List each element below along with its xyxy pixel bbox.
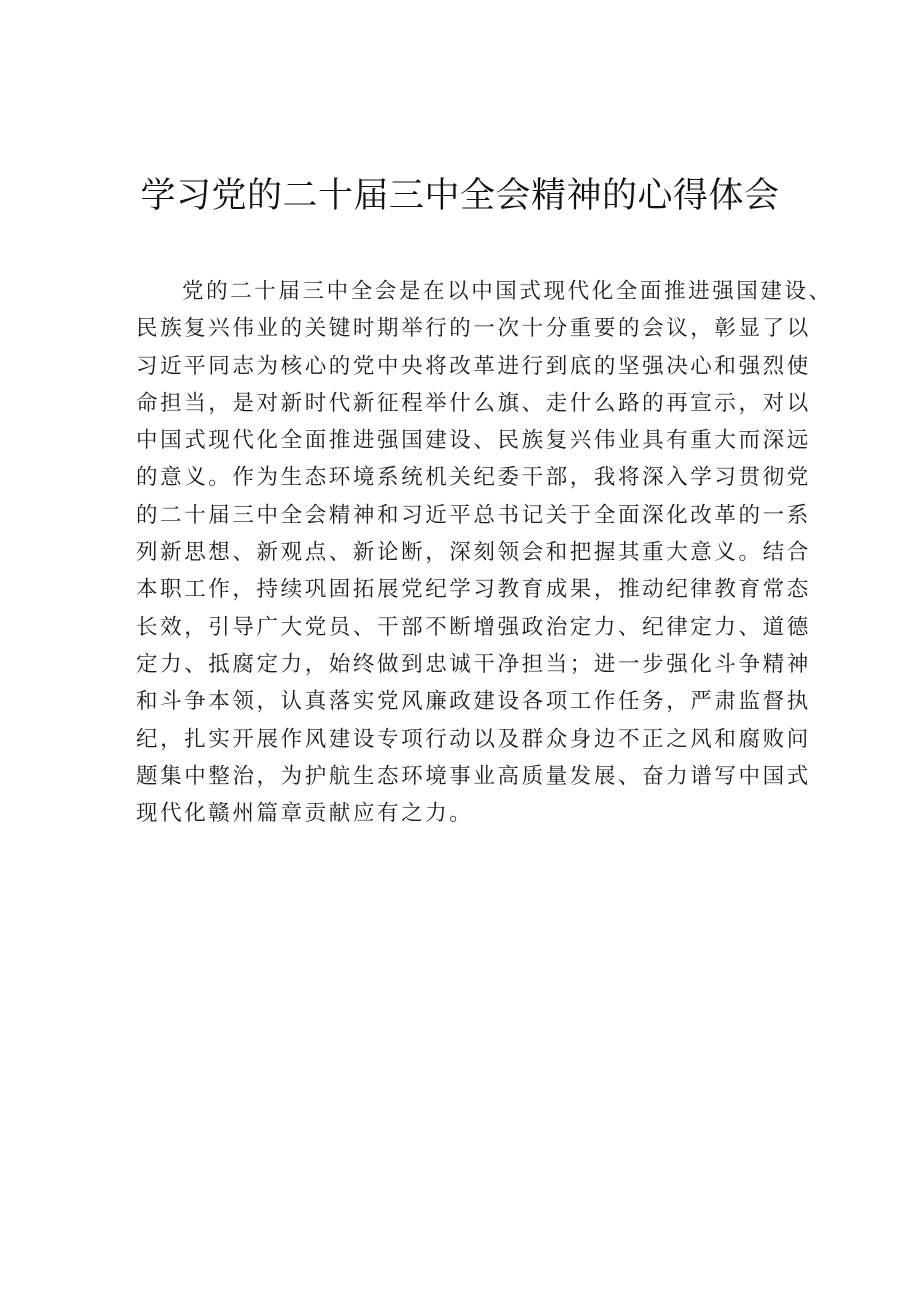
paragraph-line: 党的二十届三中全会是在以中国式现代化全面推进强国建设、 bbox=[182, 279, 833, 304]
paragraph-line: 的二十届三中全会精神和习近平总书记关于全面深化改革的一系 bbox=[136, 502, 811, 528]
paragraph-line: 命担当，是对新时代新征程举什么旗、走什么路的再宣示，对以 bbox=[136, 390, 811, 416]
paragraph-line: 现代化赣州篇章贡献应有之力。 bbox=[136, 801, 474, 827]
paragraph-line: 的意义。作为生态环境系统机关纪委干部，我将深入学习贯彻党 bbox=[136, 465, 811, 491]
paragraph-line: 题集中整治，为护航生态环境事业高质量发展、奋力谱写中国式 bbox=[136, 763, 811, 789]
paragraph-line: 中国式现代化全面推进强国建设、民族复兴伟业具有重大而深远 bbox=[136, 428, 811, 454]
paragraph-line: 长效，引导广大党员、干部不断增强政治定力、纪律定力、道德 bbox=[136, 614, 811, 640]
paragraph-line: 民族复兴伟业的关键时期举行的一次十分重要的会议，彰显了以 bbox=[136, 316, 811, 342]
paragraph-line: 列新思想、新观点、新论断，深刻领会和把握其重大意义。结合 bbox=[136, 540, 811, 566]
paragraph-line: 和斗争本领，认真落实党风廉政建设各项工作任务，严肃监督执 bbox=[136, 689, 811, 715]
paragraph-line: 纪，扎实开展作风建设专项行动以及群众身边不正之风和腐败问 bbox=[136, 726, 811, 752]
paragraph-line: 本职工作，持续巩固拓展党纪学习教育成果，推动纪律教育常态 bbox=[136, 577, 811, 603]
document-title: 学习党的二十届三中全会精神的心得体会 bbox=[140, 176, 780, 216]
document-body-paragraph bbox=[136, 273, 836, 832]
paragraph-line: 习近平同志为核心的党中央将改革进行到底的坚强决心和强烈使 bbox=[136, 353, 811, 379]
paragraph-line: 定力、抵腐定力，始终做到忠诚干净担当；进一步强化斗争精神 bbox=[136, 651, 811, 677]
